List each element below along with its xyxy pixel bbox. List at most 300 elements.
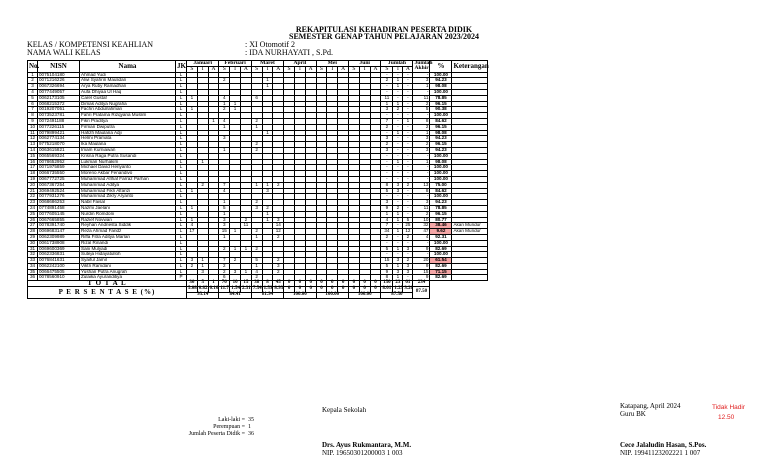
student-gender: L: [176, 217, 187, 223]
student-name: Muhammad Aditya: [80, 182, 176, 188]
final-total-cell: 1: [413, 159, 430, 165]
header-sia-cell: A: [403, 66, 413, 72]
student-no: 21: [28, 188, 38, 194]
male-label: Laki-laki =: [218, 417, 245, 423]
total-cell: 34: [381, 229, 393, 235]
student-gender: L: [176, 84, 187, 90]
final-total-cell: 11: [413, 205, 430, 211]
month-cell: 1: [262, 78, 273, 84]
student-name: Suteja Hidayatulloh: [80, 252, 176, 258]
final-total-cell: -: [413, 153, 430, 159]
attendance-table: [27, 60, 488, 299]
month-cell: 3: [219, 217, 230, 223]
percent-cell: 80.77: [430, 217, 452, 223]
total-cell: -: [381, 194, 393, 200]
final-total-cell: 1: [413, 84, 430, 90]
percent-month-cell: 0: [295, 287, 306, 293]
student-gender: L: [176, 263, 187, 269]
total-cell: 1: [393, 246, 403, 252]
student-no: 1: [28, 72, 38, 78]
student-nisn: 0062173105: [38, 95, 80, 101]
month-cell: 1: [230, 101, 241, 107]
month-cell: 1: [251, 182, 262, 188]
header-month-1: Februari: [219, 61, 251, 67]
total-cell: -: [381, 130, 393, 136]
header-sia-cell: S: [348, 66, 359, 72]
student-nisn: 0061738908: [38, 240, 80, 246]
remark-cell: Akan Mundur: [452, 229, 488, 235]
total-cell: 1: [393, 84, 403, 90]
percent-month-cell: 0: [370, 287, 381, 293]
total-cell: 1: [393, 130, 403, 136]
total-cell: 8: [381, 182, 393, 188]
month-cell: 1: [262, 211, 273, 217]
teacher-row: [27, 48, 333, 57]
student-name: Lukman Nurhakim: [80, 159, 176, 165]
student-name: Viktri Ramdani: [80, 263, 176, 269]
header-sia-cell: S: [187, 66, 198, 72]
header-sia-cell: I: [327, 66, 338, 72]
final-total-cell: 8: [413, 188, 430, 194]
total-cell: 3: [381, 200, 393, 206]
total-cell: -: [393, 136, 403, 142]
month-cell: 3: [273, 217, 284, 223]
total-cell: 3: [393, 258, 403, 264]
total-cell: 5: [381, 263, 393, 269]
percent-cell: 96.15: [430, 142, 452, 148]
month-cell: 3: [219, 136, 230, 142]
student-no: 22: [28, 194, 38, 200]
percent-month-cell: 11.7: [220, 286, 229, 292]
student-no: 25: [28, 211, 38, 217]
student-gender: L: [176, 153, 187, 159]
final-total-cell: 2: [413, 101, 430, 107]
student-nisn: 0062242100: [38, 263, 80, 269]
month-cell: 4: [219, 118, 230, 124]
month-cell: 1: [240, 269, 251, 275]
student-gender: L: [176, 78, 187, 84]
final-total-cell: 3: [413, 78, 430, 84]
total-cell: 3: [381, 107, 393, 113]
counselor-title: Guru BK: [620, 410, 646, 418]
total-cell: -: [381, 84, 393, 90]
student-no: 27: [28, 223, 38, 229]
final-total-cell: 13: [413, 182, 430, 188]
total-students-label: Jumlah Peserta Didik =: [188, 431, 245, 437]
percent-cell: 61.54: [430, 258, 452, 264]
student-nisn: 0078560910: [38, 275, 80, 281]
total-students-value: 36: [248, 431, 254, 437]
header-sia-cell: S: [284, 66, 295, 72]
final-total-cell: 10: [413, 217, 430, 223]
month-percent-cell: 100.00: [348, 292, 380, 298]
total-cell: -: [393, 240, 403, 246]
student-nisn: 0075104180: [38, 72, 80, 78]
percent-cell: 100.00: [430, 165, 452, 171]
percent-cell: 84.62: [430, 118, 452, 124]
student-nisn: 0019207051: [38, 107, 80, 113]
percent-month-cell: 0: [284, 287, 295, 293]
total-cell: 1: [403, 118, 413, 124]
total-cell: -: [393, 252, 403, 258]
month-cell: 1: [230, 107, 241, 113]
total-cell: 9: [381, 205, 393, 211]
total-cell: -: [381, 176, 393, 182]
total-cell: -: [393, 200, 403, 206]
student-gender: L: [176, 200, 187, 206]
month-percent-cell: 100.00: [316, 292, 348, 298]
total-cell: 3: [393, 188, 403, 194]
total-cell: 2: [381, 142, 393, 148]
student-gender: L: [176, 118, 187, 124]
student-no: 5: [28, 95, 38, 101]
header-sia-cell: I: [393, 66, 403, 72]
student-no: 13: [28, 142, 38, 148]
month-cell: 1: [219, 124, 230, 130]
percent-cell: 98.08: [430, 130, 452, 136]
total-cell: -: [403, 171, 413, 177]
total-cell: -: [381, 171, 393, 177]
student-no: 26: [28, 217, 38, 223]
month-cell: 5: [251, 258, 262, 264]
class-label: KELAS / KOMPETENSI KEAHLIAN: [27, 40, 153, 49]
student-gender: L: [176, 252, 187, 258]
percent-month-cell: 0: [338, 287, 349, 293]
student-gender: P: [176, 275, 187, 281]
header-no: No.: [28, 61, 38, 73]
month-cell: 3: [187, 258, 198, 264]
student-name: Fahri Pratama Rizqyana Muslim: [80, 113, 176, 119]
total-cell: -: [403, 275, 413, 281]
student-name: Yushan Putra Anugrah: [80, 269, 176, 275]
percent-cell: 82.69: [430, 275, 452, 281]
percent-cell: 75.00: [430, 182, 452, 188]
student-gender: L: [176, 159, 187, 165]
percent-month-cell: 0.16: [209, 286, 219, 292]
student-no: 32: [28, 252, 38, 258]
total-cell: 7: [381, 223, 393, 229]
header-month-4: Mei: [316, 61, 348, 67]
student-name: Krisna Raga Putra Susandi: [80, 153, 176, 159]
final-total-cell: 5: [413, 107, 430, 113]
final-total-cell: 47: [413, 229, 430, 235]
total-cell: -: [393, 234, 403, 240]
percent-cell: 98.08: [430, 84, 452, 90]
total-month-cell: 5: [197, 281, 208, 287]
percent-cell: 100.00: [430, 194, 452, 200]
total-cell: 3: [403, 263, 413, 269]
month-cell: 3: [273, 263, 284, 269]
percent-cell: 78.85: [430, 205, 452, 211]
total-cell: 2: [403, 234, 413, 240]
month-cell: 2: [273, 182, 284, 188]
total-cell: -: [403, 153, 413, 159]
month-cell: 1: [240, 246, 251, 252]
student-nisn: 0071975859: [38, 165, 80, 171]
student-no: 12: [28, 136, 38, 142]
total-cell: 3: [393, 269, 403, 275]
student-name: Riffa Fitra Aditya Marlan: [80, 234, 176, 240]
month-cell: 1: [262, 84, 273, 90]
final-total-cell: 11: [413, 95, 430, 101]
student-gender: L: [176, 182, 187, 188]
percent-month-cell: 1.59: [263, 286, 273, 292]
total-cell: -: [393, 124, 403, 130]
month-cell: 2: [219, 78, 230, 84]
student-nisn: 3069492524: [38, 188, 80, 194]
total-cell: -: [403, 130, 413, 136]
student-no: 16: [28, 159, 38, 165]
student-name: Muhammad Aflhaf Farraz Parhan: [80, 176, 176, 182]
month-cell: 2: [219, 269, 230, 275]
final-total-cell: 3: [413, 200, 430, 206]
total-month-cell: 8: [262, 281, 273, 287]
percent-month-cell: 0: [348, 287, 359, 293]
total-cell: -: [393, 147, 403, 153]
student-name: Zulaika Ayuranditiya: [80, 275, 176, 281]
student-no: 19: [28, 176, 38, 182]
student-gender: L: [176, 194, 187, 200]
total-cell: -: [403, 194, 413, 200]
total-cell: 2: [403, 258, 413, 264]
student-no: 33: [28, 258, 38, 264]
header-sia-cell: A: [370, 66, 381, 72]
student-gender: L: [176, 234, 187, 240]
final-total-cell: 20: [413, 258, 430, 264]
student-nisn: 0068686253: [38, 200, 80, 206]
student-no: 29: [28, 234, 38, 240]
header-jumlah-akhir: Jumlah Akhir: [414, 60, 433, 72]
percent-cell: 100.00: [430, 171, 452, 177]
female-value: 1: [248, 424, 251, 430]
month-cell: 1: [187, 205, 198, 211]
student-name: Nabil Faisal: [80, 200, 176, 206]
month-cell: 2: [251, 229, 262, 235]
total-cell: -: [403, 101, 413, 107]
percent-cell: 100.00: [430, 89, 452, 95]
final-total-cell: 4: [413, 234, 430, 240]
percent-month-cell: 0: [359, 287, 370, 293]
student-nisn: 0067665855: [38, 217, 80, 223]
final-total-cell: 1: [413, 130, 430, 136]
month-cell: 1: [262, 217, 273, 223]
total-cell: -: [381, 89, 393, 95]
female-label: Perempuan =: [213, 424, 245, 430]
percent-cell: 100.00: [430, 113, 452, 119]
percent-cell: 71.15: [430, 269, 452, 275]
header-sia-cell: A: [208, 66, 219, 72]
header-sia-cell: S: [381, 66, 393, 72]
student-name: Alwi Syahrin Maulidan: [80, 78, 176, 84]
month-cell: 1: [197, 159, 208, 165]
student-no: 30: [28, 240, 38, 246]
student-name: Michael David Heriyanto: [80, 165, 176, 171]
student-gender: L: [176, 223, 187, 229]
doc-title: REKAPITULASI KEHADIRAN PESERTA DIDIK: [295, 25, 473, 34]
month-cell: 1: [187, 107, 198, 113]
total-cell: -: [403, 142, 413, 148]
month-cell: 2: [219, 107, 230, 113]
total-cell: 1: [393, 101, 403, 107]
absent-label: Tidak Hadir: [712, 404, 745, 411]
student-no: 24: [28, 205, 38, 211]
month-cell: 2: [187, 263, 198, 269]
total-cell: 3: [393, 182, 403, 188]
student-nisn: 0068215372: [38, 101, 80, 107]
total-cell: -: [403, 84, 413, 90]
total-cell: -: [403, 252, 413, 258]
month-cell: 5: [219, 205, 230, 211]
total-cell: -: [381, 165, 393, 171]
total-cell: -: [393, 223, 403, 229]
month-cell: 1: [251, 234, 262, 240]
student-gender: L: [176, 258, 187, 264]
final-total-cell: 2: [413, 124, 430, 130]
final-total-cell: -: [413, 113, 430, 119]
student-nisn: 9775218070: [38, 142, 80, 148]
month-cell: 7: [219, 258, 230, 264]
student-gender: L: [176, 171, 187, 177]
percent-month-cell: 2.31: [241, 286, 251, 292]
percent-cell: 100.00: [430, 240, 452, 246]
total-cell: 2: [381, 78, 393, 84]
total-cell: -: [393, 171, 403, 177]
student-nisn: 0067772725: [38, 176, 80, 182]
total-cell: 7: [381, 118, 393, 124]
header-month-3: April: [284, 61, 316, 67]
student-gender: L: [176, 136, 187, 142]
month-cell: 2: [262, 205, 273, 211]
percent-cell: 96.15: [430, 101, 452, 107]
header-sia-cell: A: [273, 66, 284, 72]
total-cell: 5: [403, 217, 413, 223]
total-cell: -: [393, 118, 403, 124]
header-sia-cell: I: [262, 66, 273, 72]
final-total-cell: 3: [413, 147, 430, 153]
student-nisn: 0076841631: [38, 258, 80, 264]
total-cell: 2: [393, 107, 403, 113]
total-cell: -: [403, 89, 413, 95]
student-no: 20: [28, 182, 38, 188]
month-cell: 2: [251, 246, 262, 252]
student-no: 23: [28, 200, 38, 206]
total-month-cell: 0: [359, 281, 370, 287]
student-name: Helmi Pramata: [80, 136, 176, 142]
student-gender: L: [176, 147, 187, 153]
total-cell: 4: [381, 217, 393, 223]
total-cell: 2: [381, 124, 393, 130]
total-pct-cell: [430, 281, 452, 293]
month-cell: 2: [251, 142, 262, 148]
student-gender: L: [176, 95, 187, 101]
teacher-label: NAMA WALI KELAS: [27, 48, 101, 57]
month-cell: 3: [219, 223, 230, 229]
percent-cell: 9.62: [430, 229, 452, 235]
student-nisn: 0077226115: [38, 124, 80, 130]
header-jk: JK: [176, 61, 187, 73]
total-remark-cell: [452, 281, 488, 287]
final-total-cell: 15: [413, 269, 430, 275]
month-cell: 7: [219, 182, 230, 188]
month-cell: 15: [219, 229, 230, 235]
final-total-cell: 8: [413, 118, 430, 124]
final-total-cell: 9: [413, 246, 430, 252]
student-gender: L: [176, 246, 187, 252]
percent-month-cell: 7.54: [252, 286, 262, 292]
student-no: 4: [28, 89, 38, 95]
student-nisn: 0062336831: [38, 252, 80, 258]
month-percent-cell: 100.00: [284, 292, 316, 298]
total-cell: 11: [381, 95, 393, 101]
percent-cell: 100.00: [430, 176, 452, 182]
student-no: 15: [28, 153, 38, 159]
final-total-cell: -: [413, 194, 430, 200]
student-gender: L: [176, 72, 187, 78]
header-sia-cell: S: [219, 66, 230, 72]
class-value: : XI Otomotif 2: [245, 40, 295, 49]
final-total-cell: -: [413, 171, 430, 177]
month-cell: 1: [187, 95, 198, 101]
percent-cell: 96.15: [430, 124, 452, 130]
student-name: Firman Dwiputra: [80, 124, 176, 130]
student-nisn: 0077449057: [38, 89, 80, 95]
month-cell: 1: [251, 263, 262, 269]
month-cell: 4: [219, 95, 230, 101]
total-cell: 3: [403, 246, 413, 252]
header-sia-cell: A: [338, 66, 349, 72]
total-cell: -: [403, 176, 413, 182]
month-cell: 1: [251, 124, 262, 130]
student-gender: L: [176, 269, 187, 275]
total-cell: -: [381, 240, 393, 246]
total-sum-cell: 150: [381, 281, 393, 287]
total-month-cell: 0: [338, 281, 349, 287]
student-gender: L: [176, 101, 187, 107]
header-month-5: Juni: [348, 61, 380, 67]
header-keterangan: Keterangan: [452, 61, 488, 73]
total-cell: -: [403, 72, 413, 78]
month-cell: 2: [251, 200, 262, 206]
student-name: Ika Maulana: [80, 142, 176, 148]
student-nisn: 0774891458: [38, 205, 80, 211]
header-sia-cell: A: [305, 66, 316, 72]
total-cell: -: [403, 136, 413, 142]
percent-cell: 78.85: [430, 95, 452, 101]
student-nisn: 0067326694: [38, 84, 80, 90]
month-cell: 2: [251, 147, 262, 153]
month-percent-cell: 81.94: [251, 292, 283, 298]
header-sia-cell: I: [359, 66, 370, 72]
student-name: Arya Ruby Ramadhan: [80, 84, 176, 90]
final-total-cell: 9: [413, 263, 430, 269]
month-cell: 1: [262, 130, 273, 136]
total-month-cell: 45: [273, 281, 284, 287]
month-cell: 4: [187, 223, 198, 229]
student-nisn: 0077931276: [38, 194, 80, 200]
total-cell: -: [393, 165, 403, 171]
percent-cell: 98.08: [430, 159, 452, 165]
month-cell: 3: [197, 269, 208, 275]
student-nisn: 0071216226: [38, 78, 80, 84]
student-no: 35: [28, 269, 38, 275]
month-cell: 1: [219, 147, 230, 153]
header-sia-cell: S: [251, 66, 262, 72]
month-cell: 1: [219, 101, 230, 107]
total-cell: -: [403, 240, 413, 246]
header-jumlah: Jumlah: [381, 61, 413, 67]
student-nisn: 0062309989: [38, 234, 80, 240]
student-name: Imam Kurniawan: [80, 147, 176, 153]
